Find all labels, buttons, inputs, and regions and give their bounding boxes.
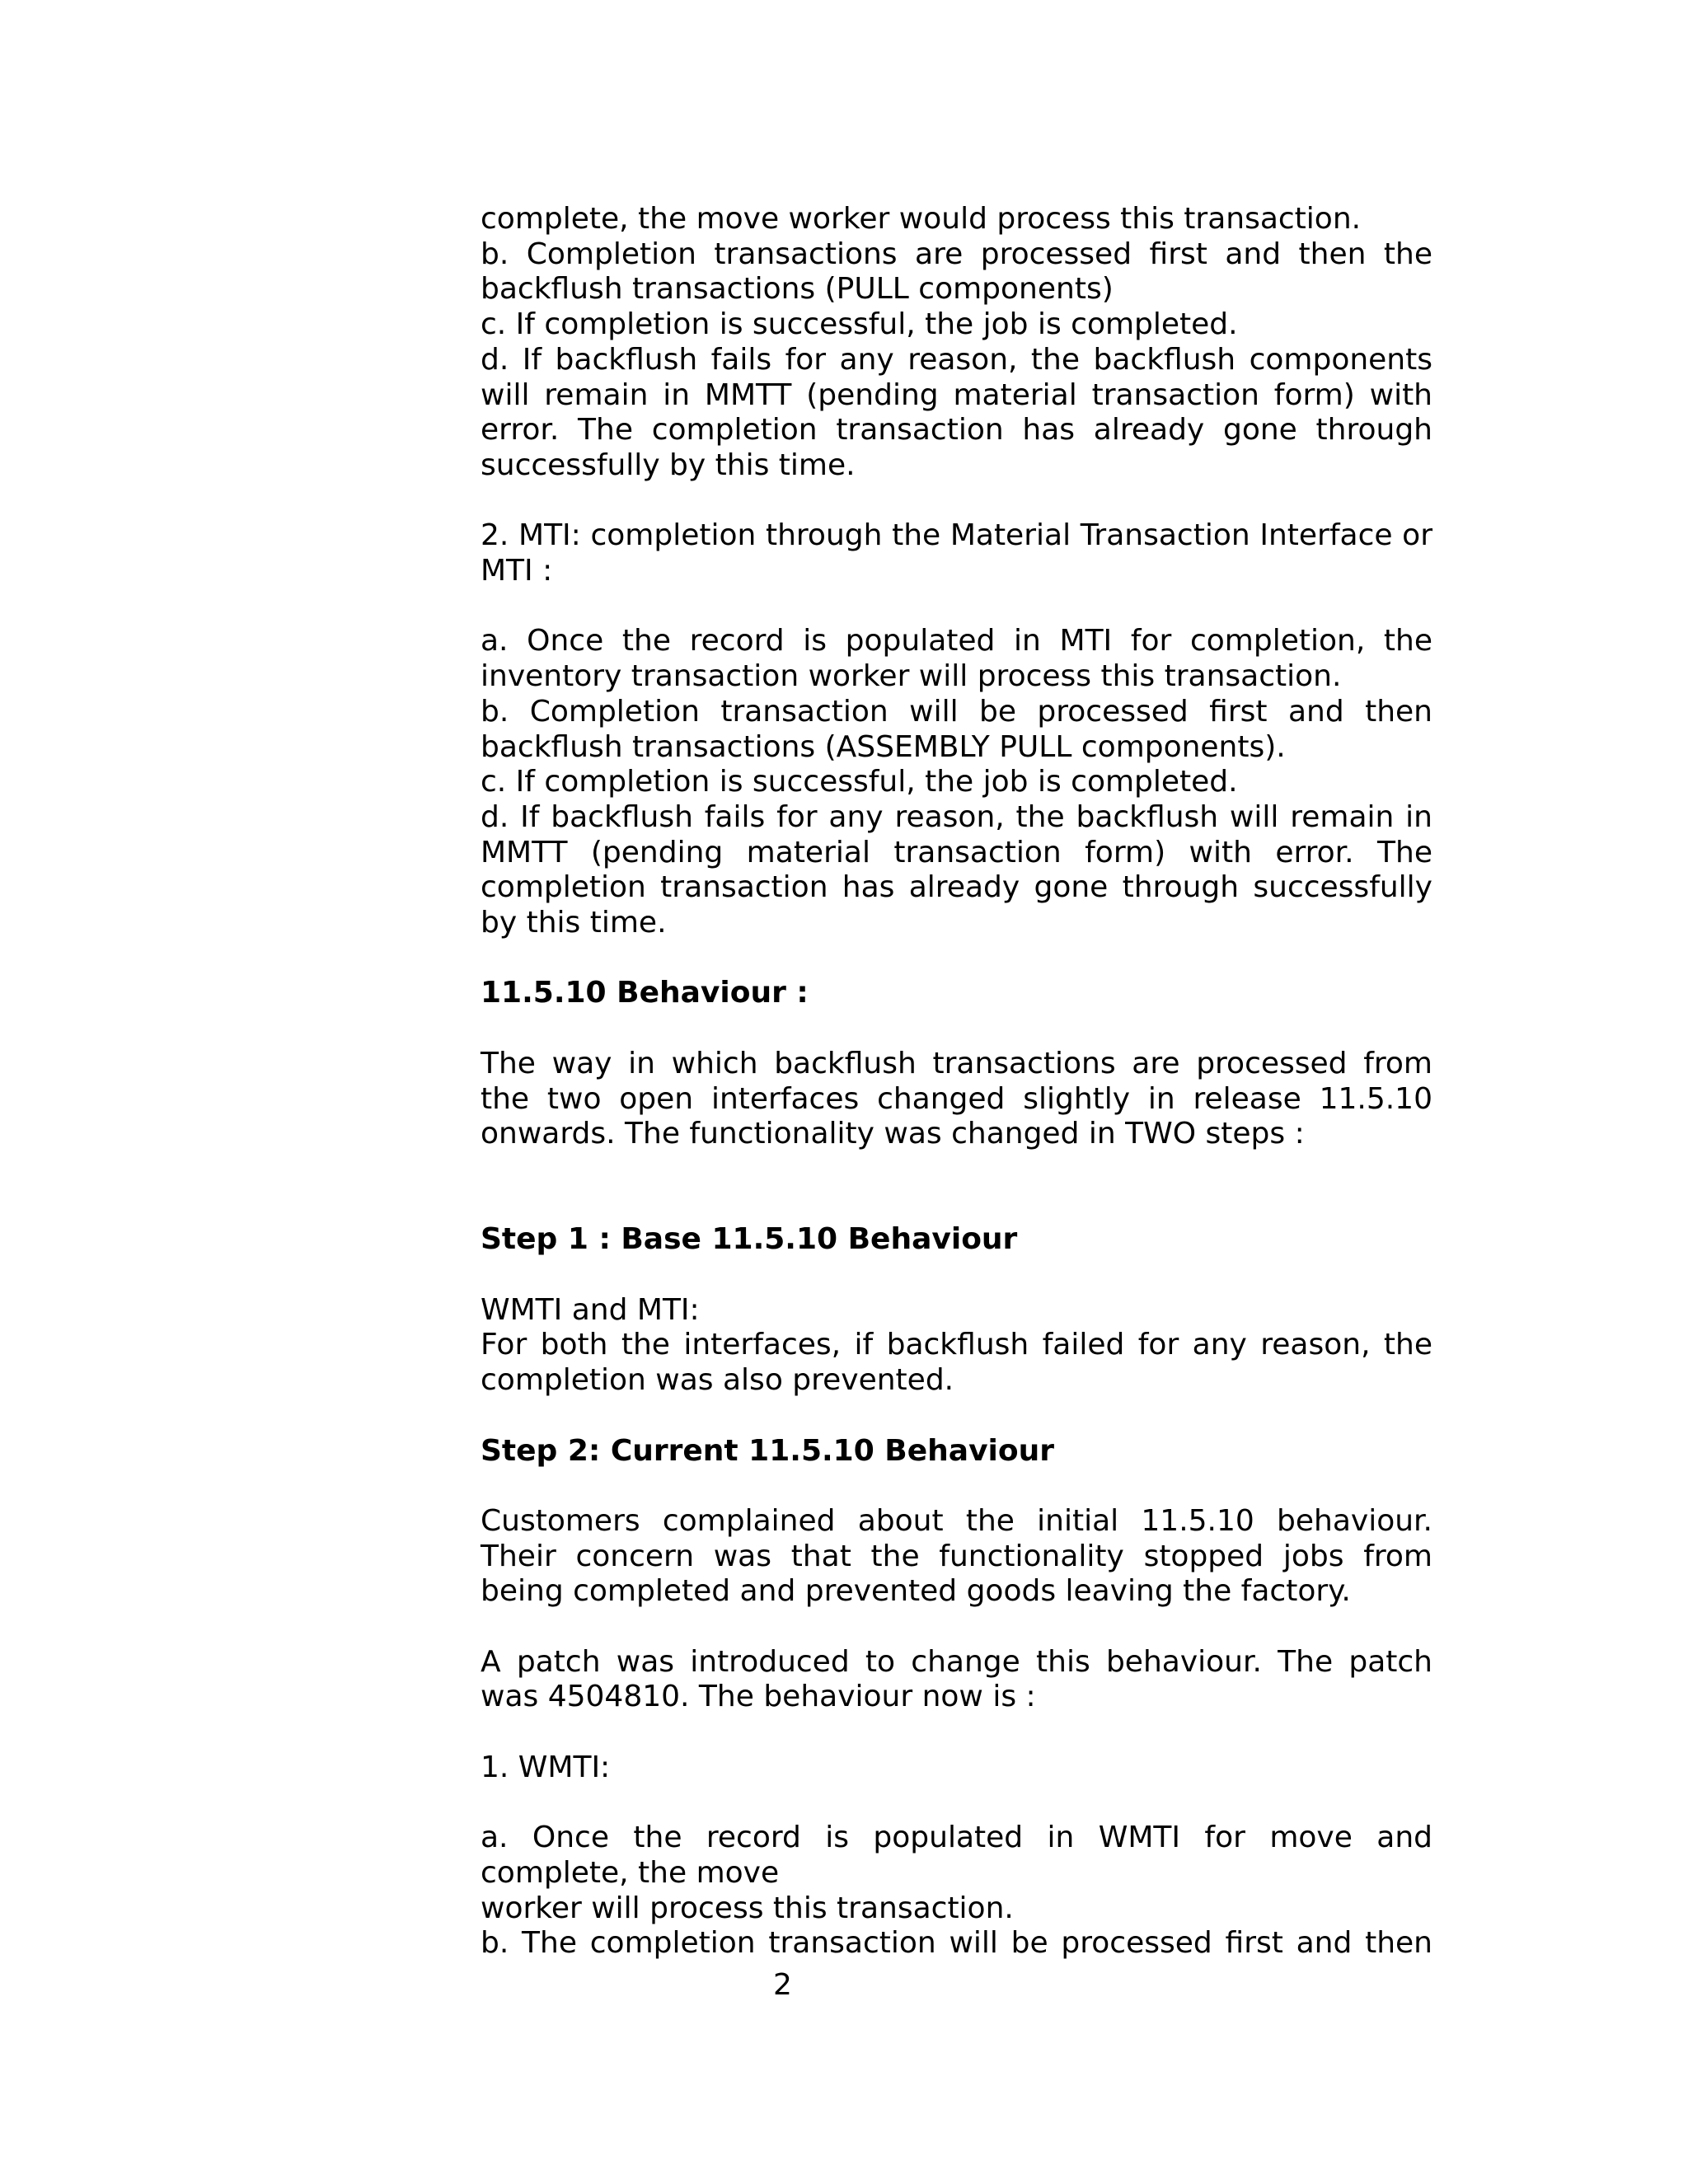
paragraph-patch: A patch was introduced to change this behaviour. The patch was 4504810. The behaviour now is : bbox=[481, 1644, 1432, 1714]
page-number: 2 bbox=[773, 1968, 792, 2002]
paragraph-step-1-description: For both the interfaces, if backflush failed for any reason, the completion was also prevented. bbox=[481, 1328, 1432, 1398]
paragraph-wmti-completion-order: b. Completion transactions are processed first and then the backflush transactions (PULL components) bbox=[481, 237, 1432, 307]
paragraph-11510-intro: The way in which backflush transactions are processed from the two open interfaces changed slightly in release 11.5.10 onwards. The functionality was changed in TWO steps : bbox=[481, 1046, 1432, 1151]
paragraph-wmti-move-worker: complete, the move worker would process this transaction. bbox=[481, 202, 1362, 236]
spacer bbox=[481, 1469, 1432, 1504]
spacer bbox=[481, 1785, 1432, 1821]
paragraph-wmti-completion-success: c. If completion is successful, the job is completed. bbox=[481, 307, 1238, 342]
paragraph-wmti-worker: worker will process this transaction. bbox=[481, 1891, 1014, 1925]
spacer bbox=[481, 1610, 1432, 1645]
paragraph-wmti-heading: 1. WMTI: bbox=[481, 1750, 611, 1784]
paragraph-mti-completion-order: b. Completion transaction will be processed first and then backflush transactions (ASSEMBLY PULL components). bbox=[481, 694, 1432, 764]
paragraph-wmti-completion-first: b. The completion transaction will be processed first and then bbox=[481, 1926, 1432, 1961]
spacer bbox=[481, 1011, 1432, 1047]
paragraph-mti-backflush-failure: d. If backflush fails for any reason, the backflush will remain in MMTT (pending material transaction form) with error. The completion transaction has already gone through successfully by this time. bbox=[481, 799, 1432, 940]
spacer bbox=[481, 589, 1432, 625]
paragraph-wmti-record: a. Once the record is populated in WMTI for move and complete, the move bbox=[481, 1821, 1432, 1890]
document-body bbox=[481, 202, 1432, 1961]
spacer bbox=[481, 941, 1432, 977]
spacer bbox=[481, 1399, 1432, 1434]
paragraph-customer-complaint: Customers complained about the initial 11.5.10 behaviour. Their concern was that the functionality stopped jobs from being completed and prevented goods leaving the factory. bbox=[481, 1503, 1432, 1609]
spacer bbox=[481, 1152, 1432, 1222]
paragraph-wmti-and-mti: WMTI and MTI: bbox=[481, 1292, 700, 1327]
spacer bbox=[481, 1715, 1432, 1750]
spacer bbox=[481, 484, 1432, 519]
section-heading-11510-behaviour: 11.5.10 Behaviour : bbox=[481, 976, 809, 1010]
spacer bbox=[481, 1258, 1432, 1293]
paragraph-mti-completion-success: c. If completion is successful, the job is completed. bbox=[481, 765, 1238, 799]
paragraph-mti-heading: 2. MTI: completion through the Material Transaction Interface or MTI : bbox=[481, 518, 1432, 588]
paragraph-mti-record: a. Once the record is populated in MTI for completion, the inventory transaction worker will process this transaction. bbox=[481, 624, 1432, 694]
paragraph-wmti-backflush-failure: d. If backflush fails for any reason, the backflush components will remain in MMTT (pending material transaction form) with error. The completion transaction has already gone through successfully by this time. bbox=[481, 342, 1432, 482]
section-heading-step-1: Step 1 : Base 11.5.10 Behaviour bbox=[481, 1222, 1018, 1257]
section-heading-step-2: Step 2: Current 11.5.10 Behaviour bbox=[481, 1433, 1055, 1468]
